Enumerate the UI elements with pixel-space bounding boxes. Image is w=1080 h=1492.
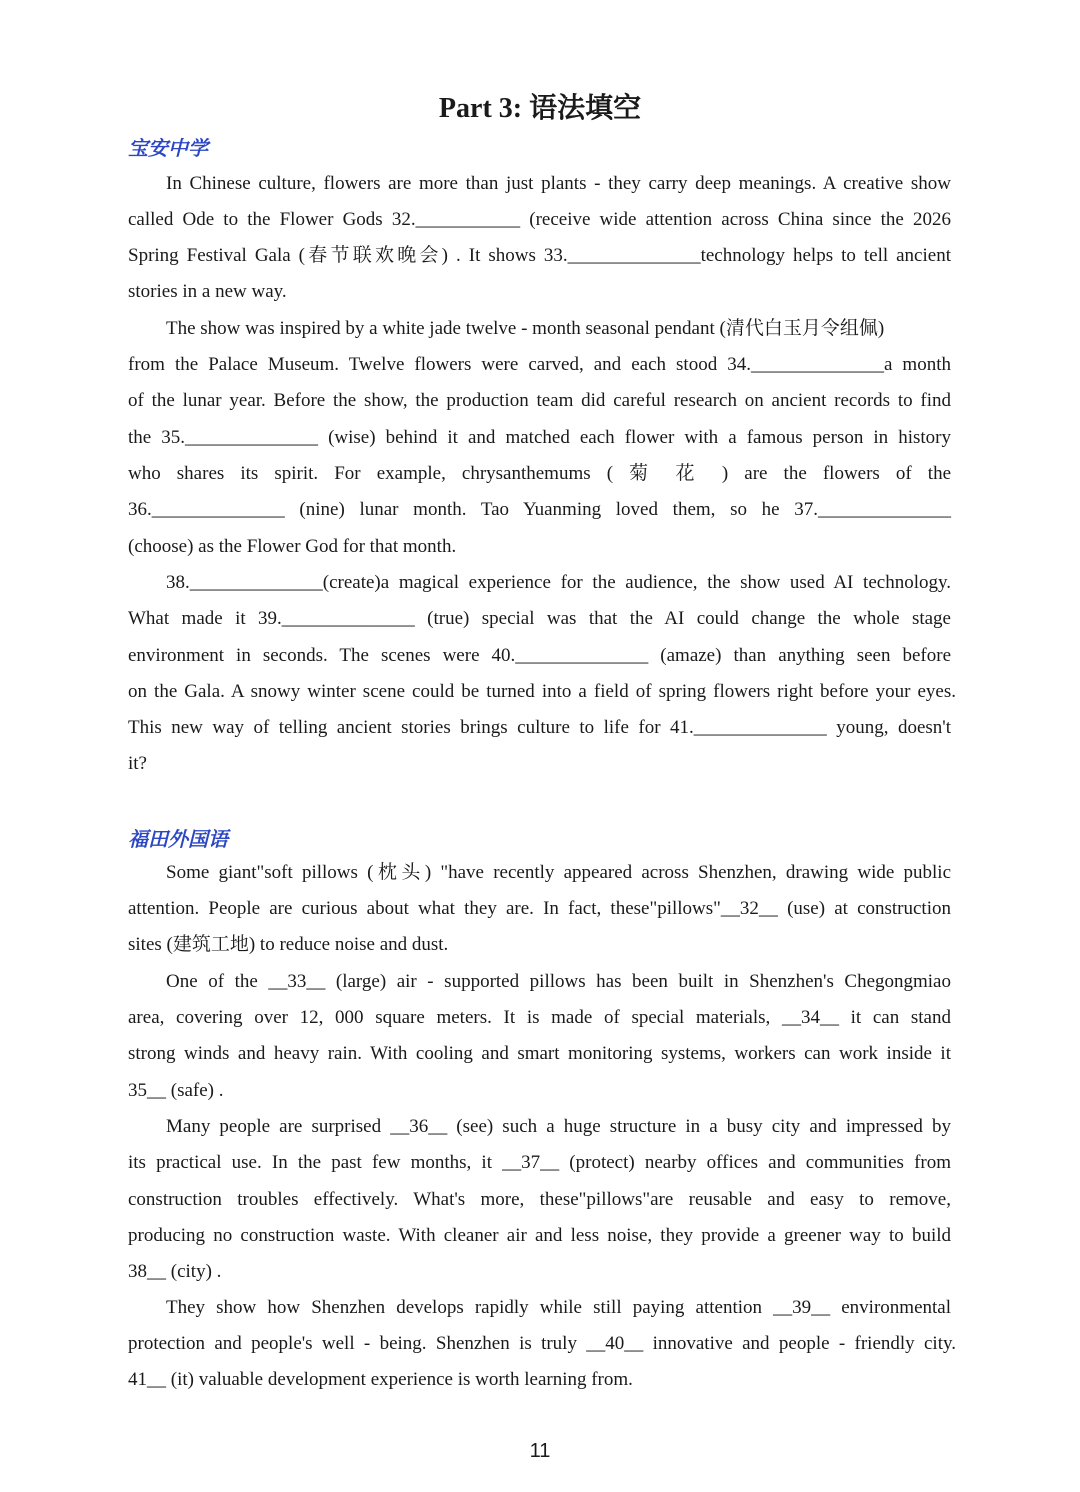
paragraph-line: environment in seconds. The scenes were 40.______________ (amaze) than anything seen before [128, 645, 951, 666]
paragraph-line: on the Gala. A snowy winter scene could be turned into a field of spring flowers right before your eyes. [128, 681, 956, 702]
paragraph-line: from the Palace Museum. Twelve flowers were carved, and each stood 34.______________a month [128, 354, 951, 375]
section-heading-futian: 福田外国语 [128, 827, 228, 851]
page-number: 11 [529, 1440, 551, 1462]
paragraph-line: it? [128, 753, 147, 774]
paragraph-line: What made it 39.______________ (true) special was that the AI could change the whole stage [128, 608, 951, 629]
section-heading-baoan: 宝安中学 [128, 136, 208, 160]
paragraph-line: 38.______________(create)a magical experience for the audience, the show used AI technology. [166, 572, 951, 593]
paragraph-line: They show how Shenzhen develops rapidly while still paying attention __39__ environmental [166, 1297, 951, 1318]
paragraph-line: of the lunar year. Before the show, the production team did careful research on ancient records to find [128, 390, 951, 411]
paragraph-line: attention. People are curious about what they are. In fact, these"pillows"__32__ (use) at construction [128, 898, 951, 919]
paragraph-line: The show was inspired by a white jade twelve - month seasonal pendant (清代白玉月令组佩) [166, 318, 885, 339]
paragraph-line: called Ode to the Flower Gods 32.___________ (receive wide attention across China since the 2026 [128, 209, 951, 230]
paragraph-line: Spring Festival Gala (春节联欢晚会) . It shows 33.______________technology helps to tell ancient [128, 245, 951, 266]
paragraph-line: sites (建筑工地) to reduce noise and dust. [128, 934, 449, 955]
paragraph-line: 41__ (it) valuable development experience is worth learning from. [128, 1369, 633, 1390]
paragraph-line: In Chinese culture, flowers are more than just plants - they carry deep meanings. A creative show [166, 173, 951, 194]
paragraph-line: who shares its spirit. For example, chrysanthemums ( 菊 花 ) are the flowers of the [128, 463, 951, 484]
paragraph-line: Some giant"soft pillows (枕头) "have recently appeared across Shenzhen, drawing wide public [166, 862, 951, 883]
paragraph-line: Many people are surprised __36__ (see) such a huge structure in a busy city and impressed by [166, 1116, 951, 1137]
paragraph-line: This new way of telling ancient stories brings culture to life for 41.______________ young, doesn't [128, 717, 951, 738]
paragraph-line: protection and people's well - being. Shenzhen is truly __40__ innovative and people - friendly city. [128, 1333, 956, 1354]
paragraph-line: producing no construction waste. With cleaner air and less noise, they provide a greener way to build [128, 1225, 951, 1246]
paragraph-line: strong winds and heavy rain. With cooling and smart monitoring systems, workers can work inside it [128, 1043, 951, 1064]
page-title: Part 3: 语法填空 [438, 93, 642, 124]
paragraph-line: construction troubles effectively. What's more, these"pillows"are reusable and easy to remove, [128, 1189, 951, 1210]
paragraph-line: (choose) as the Flower God for that month. [128, 536, 457, 557]
paragraph-line: One of the __33__ (large) air - supported pillows has been built in Shenzhen's Chegongmiao [166, 971, 951, 992]
paragraph-line: area, covering over 12, 000 square meters. It is made of special materials, __34__ it can stand [128, 1007, 951, 1028]
paragraph-line: stories in a new way. [128, 281, 287, 302]
paragraph-line: the 35.______________ (wise) behind it and matched each flower with a famous person in history [128, 427, 951, 448]
paragraph-line: its practical use. In the past few months, it __37__ (protect) nearby offices and communities from [128, 1152, 951, 1173]
paragraph-line: 38__ (city) . [128, 1261, 222, 1282]
paragraph-line: 35__ (safe) . [128, 1080, 224, 1101]
paragraph-line: 36.______________ (nine) lunar month. Tao Yuanming loved them, so he 37.______________ [128, 499, 951, 520]
